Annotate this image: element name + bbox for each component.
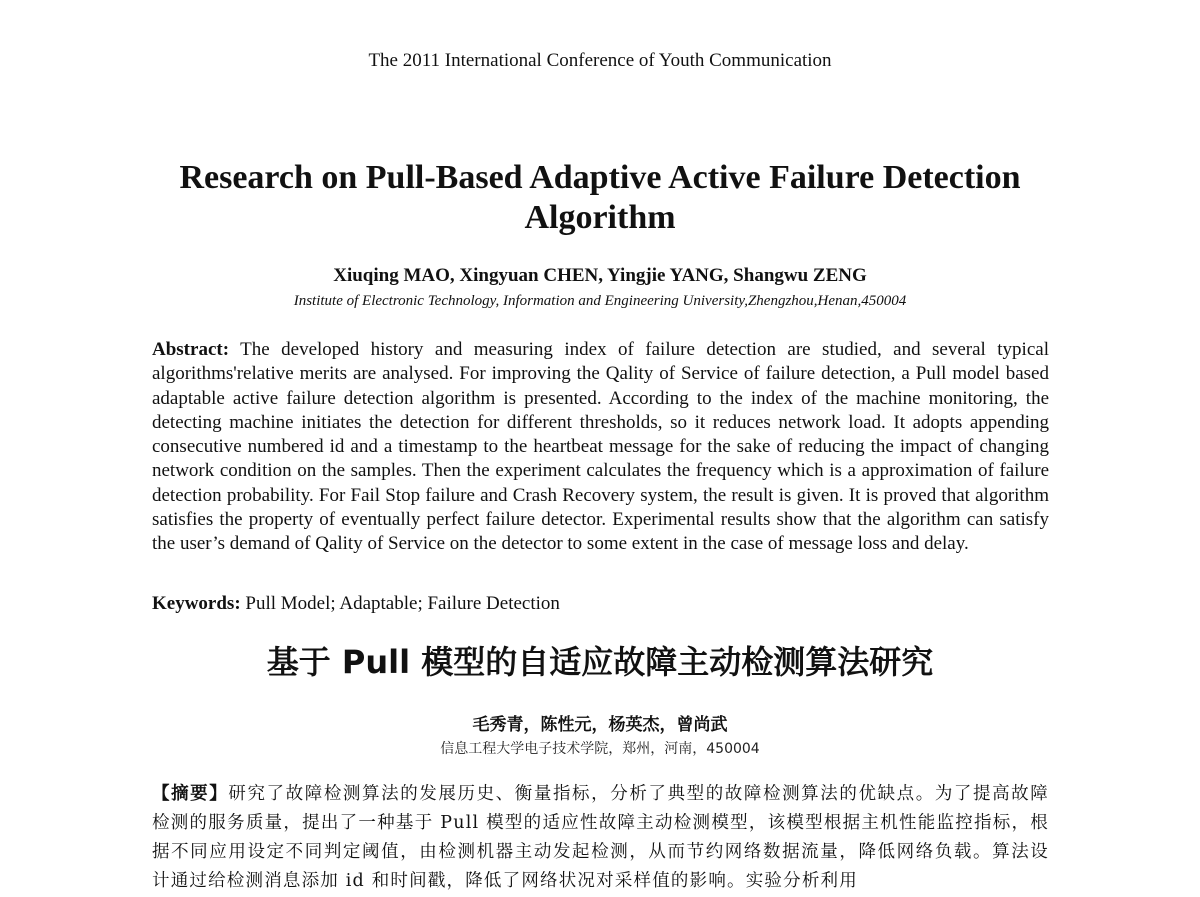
chinese-abstract-text: 研究了故障检测算法的发展历史、衡量指标，分析了典型的故障检测算法的优缺点。为了提高故障检测的服务质量，提出了一种基于 Pull 模型的适应性故障主动检测模型，该模型根据主机性能监控指标，根据不同应用设定不同判定阈值，由检测机器主动发起检测，从而节约网络数据流量，降低网络负载。算法设计通过给检测消息添加 id 和时间戳，降低了网络状况对采样值的影响。实验分析利用 xyxy=(152,784,1049,891)
paper-title: Research on Pull-Based Adaptive Active Failure Detection Algorithm xyxy=(179,159,1021,236)
chinese-affiliation: 信息工程大学电子技术学院，郑州，河南，450004 xyxy=(440,741,760,757)
author-affiliation: Institute of Electronic Technology, Information and Engineering University,Zhengzhou,Henan,450004 xyxy=(293,293,907,309)
chinese-abstract-label: 【摘要】 xyxy=(152,784,229,804)
keywords-label: Keywords: xyxy=(152,593,241,614)
chinese-author-list: 毛秀青，陈性元，杨英杰，曾尚武 xyxy=(472,715,728,735)
abstract-paragraph xyxy=(152,338,1049,557)
chinese-abstract-paragraph xyxy=(152,780,1049,896)
keywords-line xyxy=(152,593,1049,615)
running-header: The 2011 International Conference of Youth Communication xyxy=(368,50,832,71)
abstract-label: Abstract: xyxy=(152,339,230,360)
author-list: Xiuqing MAO, Xingyuan CHEN, Yingjie YANG, Shangwu ZENG xyxy=(333,265,867,286)
keywords-text: Pull Model; Adaptable; Failure Detection xyxy=(245,593,560,614)
abstract-text: The developed history and measuring index of failure detection are studied, and several typical algorithms'relative merits are analysed. For improving the Qality of Service of failure detection, a Pull model based adaptable active failure detection algorithm is presented. According to the index of the machine monitoring, the detecting machine initiates the detection for different thresholds, so it reduces network load. It adopts appending consecutive numbered id and a timestamp to the heartbeat message for the sake of reducing the impact of changing network condition on the samples. Then the experiment calculates the frequency which is a approximation of failure detection probability. For Fail Stop failure and Crash Recovery system, the result is given. It is proved that algorithm satisfies the property of eventually perfect failure detector. Experimental results show that the algorithm can satisfy the user’s demand of Qality of Service on the detector to some extent in the case of message loss and delay. xyxy=(152,339,1049,555)
chinese-title: 基于 Pull 模型的自适应故障主动检测算法研究 xyxy=(266,643,934,681)
